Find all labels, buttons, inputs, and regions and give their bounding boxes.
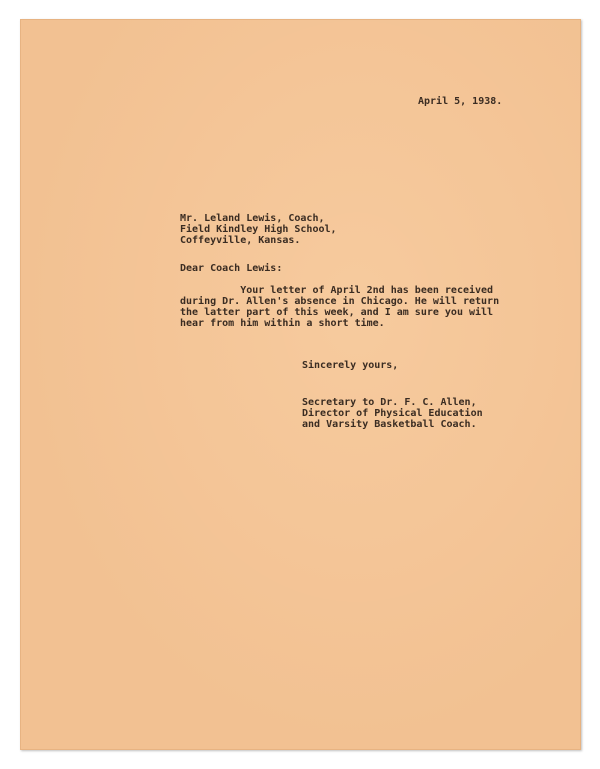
letter-body bbox=[180, 285, 499, 329]
address-line: Field Kindley High School, bbox=[180, 224, 337, 235]
letter-page bbox=[20, 19, 581, 750]
body-line: the latter part of this week, and I am sure you will bbox=[180, 307, 494, 318]
closing: Sincerely yours, bbox=[302, 360, 399, 371]
signature-block bbox=[302, 397, 483, 430]
signature-line: and Varsity Basketball Coach. bbox=[302, 419, 477, 430]
signature-line: Director of Physical Education bbox=[302, 408, 483, 419]
address-line: Mr. Leland Lewis, Coach, bbox=[180, 213, 325, 224]
address-line: Coffeyville, Kansas. bbox=[180, 235, 301, 246]
salutation: Dear Coach Lewis: bbox=[180, 263, 283, 274]
recipient-address bbox=[180, 213, 337, 246]
letter-date: April 5, 1938. bbox=[418, 96, 503, 107]
body-line: Your letter of April 2nd has been received bbox=[180, 285, 494, 296]
body-line: hear from him within a short time. bbox=[180, 318, 385, 329]
signature-line: Secretary to Dr. F. C. Allen, bbox=[302, 397, 477, 408]
body-line: during Dr. Allen's absence in Chicago. He will return bbox=[180, 296, 500, 307]
